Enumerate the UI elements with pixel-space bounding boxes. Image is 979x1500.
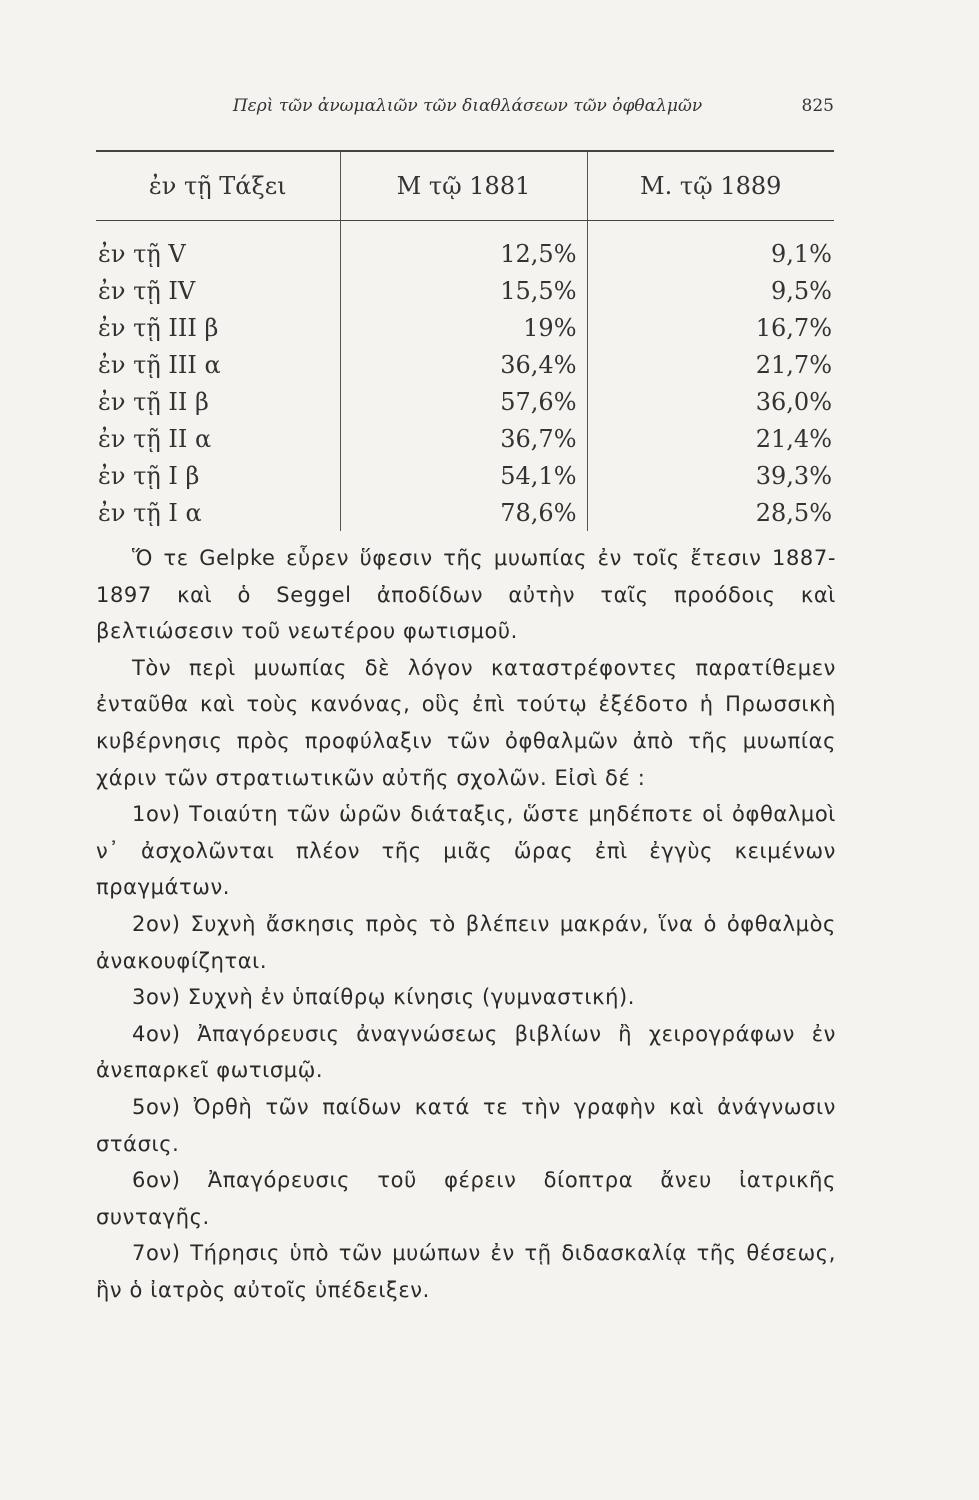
value-1889: 21,7% — [587, 346, 834, 383]
value-1889: 36,0% — [587, 383, 834, 420]
value-1881: 54,1% — [340, 457, 587, 494]
table-row — [96, 346, 834, 383]
row-label: ἐν τῇ I β — [98, 461, 200, 490]
value-1881: 78,6% — [340, 494, 587, 531]
value-1889: 9,5% — [587, 272, 834, 309]
row-label: ἐν τῇ V — [98, 239, 186, 268]
rule-6: 6ον) Ἀπαγόρευσις τοῦ φέρειν δίοπτρα ἄνευ ἰατρικῆς συνταγῆς. — [96, 1168, 836, 1229]
header-1889: Μ. τῷ 1889 — [587, 152, 834, 221]
rule-5: 5ον) Ὀρθὴ τῶν παίδων κατά τε τὴν γραφὴν καὶ ἀνάγνωσιν στάσις. — [96, 1094, 836, 1156]
body-text — [96, 540, 836, 1308]
value-1881: 19% — [340, 309, 587, 346]
paragraph-gelpke: Ὅ τε Gelpke εὗρεν ὕφεσιν τῆς μυωπίας ἐν τοῖς ἔτεσιν 1887-1897 καὶ ὁ Seggel ἀποδίδων αὐτὴν ταῖς προόδοις καὶ βελτιώσεσιν τοῦ νεωτέρου φωτισμοῦ. — [96, 546, 836, 644]
row-label: ἐν τῇ II α — [98, 424, 212, 453]
row-label: ἐν τῇ III α — [98, 350, 221, 379]
value-1889: 39,3% — [587, 457, 834, 494]
table-header-row — [96, 152, 834, 221]
value-1881: 15,5% — [340, 272, 587, 309]
value-1889: 28,5% — [587, 494, 834, 531]
rule-1: 1ον) Τοιαύτη τῶν ὡρῶν διάταξις, ὥστε μηδέποτε οἱ ὀφθαλμοὶ ν᾿ ἀσχολῶνται πλέον τῆς μιᾶς ὥρας ἐπὶ ἐγγὺς κειμένων πραγμάτων. — [96, 802, 836, 900]
value-1881: 36,4% — [340, 346, 587, 383]
row-label: ἐν τῇ IV — [98, 276, 196, 305]
table-row — [96, 221, 834, 273]
header-1881: Μ τῷ 1881 — [340, 152, 587, 221]
paragraph-prussian-rules: Τὸν περὶ μυωπίας δὲ λόγον καταστρέφοντες παρατίθεμεν ἐνταῦθα καὶ τοὺς κανόνας, οὓς ἐπὶ τούτῳ ἐξέδοτο ἡ Πρωσσικὴ κυβέρνησις πρὸς προφύλαξιν τῶν ὀφθαλμῶν ἀπὸ τῆς μυωπίας χάριν τῶν στρατιωτικῶν αὐτῆς σχολῶν. Εἰσὶ δέ : — [96, 655, 836, 790]
row-label: ἐν τῇ II β — [98, 387, 209, 416]
row-label: ἐν τῇ III β — [98, 313, 219, 342]
table-row — [96, 383, 834, 420]
rule-4: 4ον) Ἀπαγόρευσις ἀναγνώσεως βιβλίων ἢ χειρογράφων ἐν ἀνεπαρκεῖ φωτισμῷ. — [96, 1021, 836, 1083]
table-row — [96, 272, 834, 309]
rule-7: 7ον) Τήρησις ὑπὸ τῶν μυώπων ἐν τῇ διδασκαλίᾳ τῆς θέσεως, ἣν ὁ ἰατρὸς αὐτοῖς ὑπέδειξεν. — [96, 1241, 836, 1302]
value-1881: 57,6% — [340, 383, 587, 420]
row-label: ἐν τῇ I α — [98, 498, 202, 527]
value-1881: 12,5% — [340, 221, 587, 273]
table-row — [96, 457, 834, 494]
value-1889: 16,7% — [587, 309, 834, 346]
value-1889: 9,1% — [587, 221, 834, 273]
table-row — [96, 494, 834, 531]
value-1881: 36,7% — [340, 420, 587, 457]
page-number: 825 — [801, 96, 834, 116]
running-title: Περὶ τῶν ἀνωμαλιῶν τῶν διαθλάσεων τῶν ὀφθαλμῶν — [232, 96, 703, 116]
header-class: ἐν τῇ Τάξει — [96, 152, 340, 221]
value-1889: 21,4% — [587, 420, 834, 457]
rule-3: 3ον) Συχνὴ ἐν ὑπαίθρῳ κίνησις (γυμναστική). — [132, 985, 636, 1010]
myopia-statistics-table — [96, 150, 834, 531]
table-row — [96, 309, 834, 346]
table-row — [96, 420, 834, 457]
rule-2: 2ον) Συχνὴ ἄσκησις πρὸς τὸ βλέπειν μακράν, ἵνα ὁ ὀφθαλμὸς ἀνακουφίζηται. — [96, 911, 836, 973]
